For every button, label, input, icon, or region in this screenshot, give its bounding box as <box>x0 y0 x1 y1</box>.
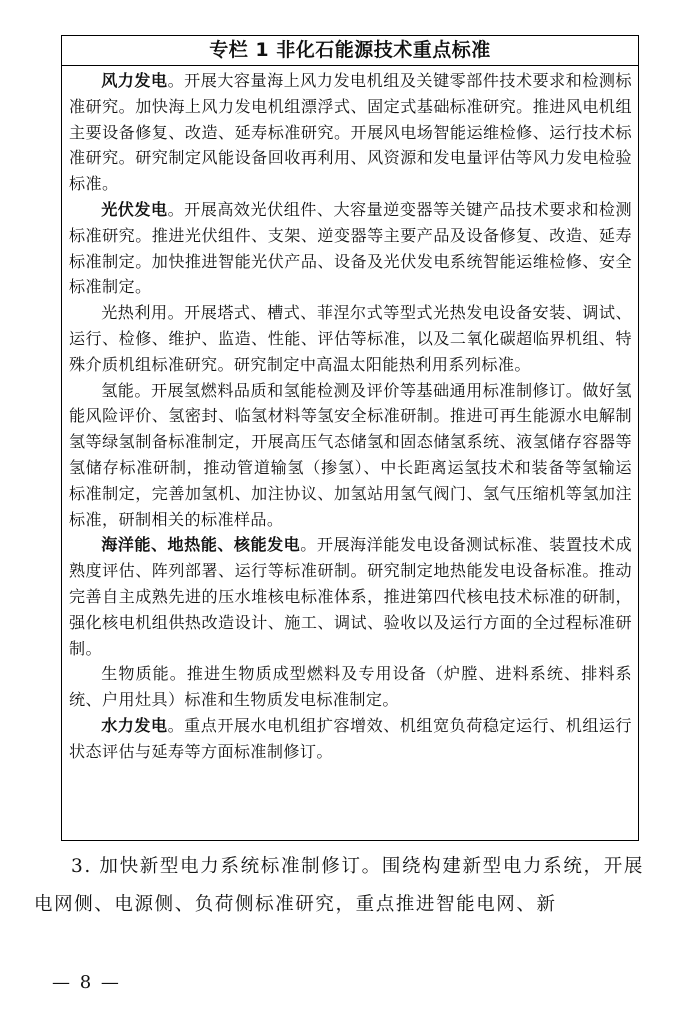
paragraph-text: 。开展塔式、槽式、菲涅尔式等型式光热发电设备安装、调试、运行、检修、维护、监造、性能、评估等标准，以及二氧化碳超临界机组、特殊介质机组标准研究。研究制定中高温太阳能热利用系列标准。 <box>69 303 632 374</box>
paragraph-biomass <box>69 661 632 713</box>
column-box <box>61 35 639 841</box>
paragraph-text: 。开展高效光伏组件、大容量逆变器等关键产品技术要求和检测标准研究。推进光伏组件、支架、逆变器等主要产品及设备修复、改造、延寿标准制定。加快推进智能光伏产品、设备及光伏发电系统智能运维检修、安全标准制定。 <box>69 199 632 297</box>
paragraph-lead: 生物质能 <box>101 664 170 684</box>
paragraph-lead: 氢能 <box>101 380 135 400</box>
paragraph-text: 。推进生物质成型燃料及专用设备（炉膛、进料系统、排料系统、户用灶具）标准和生物质发电标准制定。 <box>69 664 632 710</box>
paragraph-hydrogen <box>69 378 632 533</box>
paragraph-hydropower <box>69 713 632 765</box>
column-body <box>62 66 638 765</box>
paragraph-lead: 水力发电 <box>101 715 168 735</box>
paragraph-lead: 海洋能、地热能、核能发电 <box>101 535 301 555</box>
paragraph-text: 。开展大容量海上风力发电机组及关键零部件技术要求和检测标准研究。加快海上风力发电机组漂浮式、固定式基础标准研究。推进风电机组主要设备修复、改造、延寿标准研究。开展风电场智能运维检修、运行技术标准研究。研究制定风能设备回收再利用、风资源和发电量评估等风力发电检验标准。 <box>69 71 632 194</box>
paragraph-wind-power <box>69 68 632 197</box>
paragraph-solar-thermal <box>69 300 632 377</box>
paragraph-ocean-geothermal-nuclear <box>69 532 632 661</box>
paragraph-photovoltaic <box>69 197 632 300</box>
column-title: 专栏 1 非化石能源技术重点标准 <box>62 36 638 66</box>
paragraph-text: 。重点开展水电机组扩容增效、机组宽负荷稳定运行、机组运行状态评估与延寿等方面标准制修订。 <box>69 715 632 761</box>
paragraph-lead: 光伏发电 <box>101 199 168 219</box>
paragraph-text: 。开展海洋能发电设备测试标准、装置技术成熟度评估、阵列部署、运行等标准研制。研究制定地热能发电设备标准。推动完善自主成熟先进的压水堆核电标准体系，推进第四代核电技术标准的研制，强化核电机组供热改造设计、施工、调试、验收以及运行方面的全过程标准研制。 <box>69 535 632 658</box>
paragraph-text: 。开展氢燃料品质和氢能检测及评价等基础通用标准制修订。做好氢能风险评价、氢密封、临氢材料等氢安全标准研制。推进可再生能源水电解制氢等绿氢制备标准制定，开展高压气态储氢和固态储氢系统、液氢储存容器等氢储存标准研制，推动管道输氢（掺氢）、中长距离运氢技术和装备等氢输运标准制定，完善加氢机、加注协议、加氢站用氢气阀门、氢气压缩机等氢加注标准，研制相关的标准样品。 <box>69 380 632 529</box>
paragraph-lead: 风力发电 <box>101 71 168 90</box>
page-number: — 8 — <box>52 972 121 993</box>
body-paragraph: 3. 加快新型电力系统标准制修订。围绕构建新型电力系统，开展电网侧、电源侧、负荷侧标准研究，重点推进智能电网、新 <box>34 856 644 915</box>
paragraph-lead: 光热利用 <box>101 303 168 323</box>
